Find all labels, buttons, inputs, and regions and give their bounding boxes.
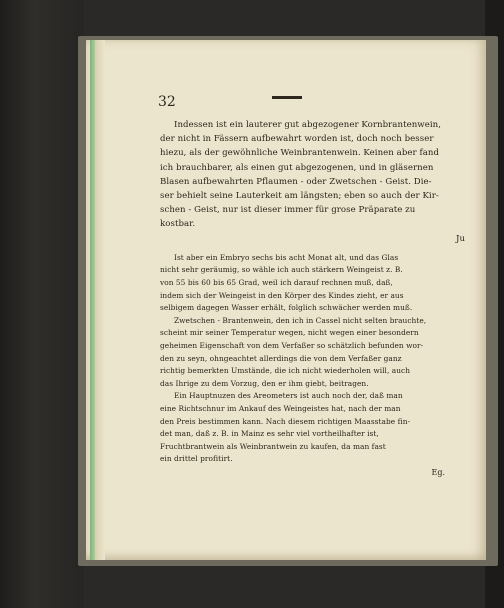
text-line: ich brauchbarer, als einen gut abgezogenen, und in gläsernen	[160, 162, 434, 173]
paragraph-1	[160, 118, 465, 232]
page-gutter	[95, 40, 105, 560]
paragraph-4	[160, 390, 465, 466]
header-rule	[272, 96, 302, 99]
text-line: den zu seyn, ohngeachtet allerdings die von dem Verfaßer ganz	[160, 353, 402, 363]
text-line: Indessen ist ein lauterer gut abgezogener Kornbrantenwein,	[174, 120, 441, 130]
book-binding-left	[0, 0, 84, 608]
text-line: richtig bemerkten Umstände, die ich nicht wiederholen will, auch	[160, 366, 411, 376]
text-line: Zwetschen - Brantenwein, den ich in Cassel nicht selten brauchte,	[174, 315, 427, 325]
text-line: eine Richtschnur im Ankauf des Weingeistes hat, nach der man	[160, 403, 401, 413]
catchword-bottom: Eg.	[431, 467, 445, 477]
text-line: Fruchtbrantwein als Weinbrantwein zu kaufen, da man fast	[160, 441, 386, 451]
text-line: ein drittel profitirt.	[160, 454, 233, 464]
text-line: selbigem dagegen Wasser erhält, folglich schwächer werden muß.	[160, 303, 413, 313]
text-line: von 55 bis 60 bis 65 Grad, weil ich darauf rechnen muß, daß,	[160, 278, 393, 288]
text-line: Blasen aufbewahrten Pflaumen - oder Zwetschen - Geist. Die-	[160, 176, 432, 187]
text-line: der nicht in Fässern aufbewahrt worden ist, doch noch besser	[160, 134, 434, 145]
text-line: geheimen Eigenschaft von dem Verfaßer so schätzlich befunden wor-	[160, 340, 424, 350]
page-number: 32	[158, 94, 176, 110]
text-line: nicht sehr geräumig, so wähle ich auch stärkern Weingeist z. B.	[160, 265, 403, 275]
text-line: kostbar.	[160, 219, 196, 230]
page-text	[160, 118, 465, 479]
text-line: Ist aber ein Embryo sechs bis acht Monat alt, und das Glas	[174, 252, 399, 262]
text-line: indem sich der Weingeist in den Körper des Kindes zieht, er aus	[160, 290, 404, 300]
text-line: scheint mir seiner Temperatur wegen, nicht wegen einer besondern	[160, 328, 419, 338]
text-line: Ein Hauptnuzen des Areometers ist auch noch der, daß man	[174, 391, 403, 401]
text-line: den Preis bestimmen kann. Nach diesem richtigen Maasstabe fin-	[160, 416, 411, 426]
text-line: das Ihrige zu dem Vorzug, den er ihm giebt, beitragen.	[160, 378, 369, 388]
paragraph-3	[160, 315, 465, 391]
text-line: det man, daß z. B. in Mainz es sehr viel vortheilhafter ist,	[160, 429, 379, 439]
text-line: ser behielt seine Lauterkeit am längsten; eben so auch der Kir-	[160, 191, 439, 202]
catchword-top: Ju	[456, 233, 465, 244]
text-line: schen - Geist, nur ist dieser immer für grose Präparate zu	[160, 205, 416, 216]
paragraph-2	[160, 252, 465, 315]
text-line: hiezu, als der gewöhnliche Weinbrantenwein. Keinen aber fand	[160, 148, 440, 159]
